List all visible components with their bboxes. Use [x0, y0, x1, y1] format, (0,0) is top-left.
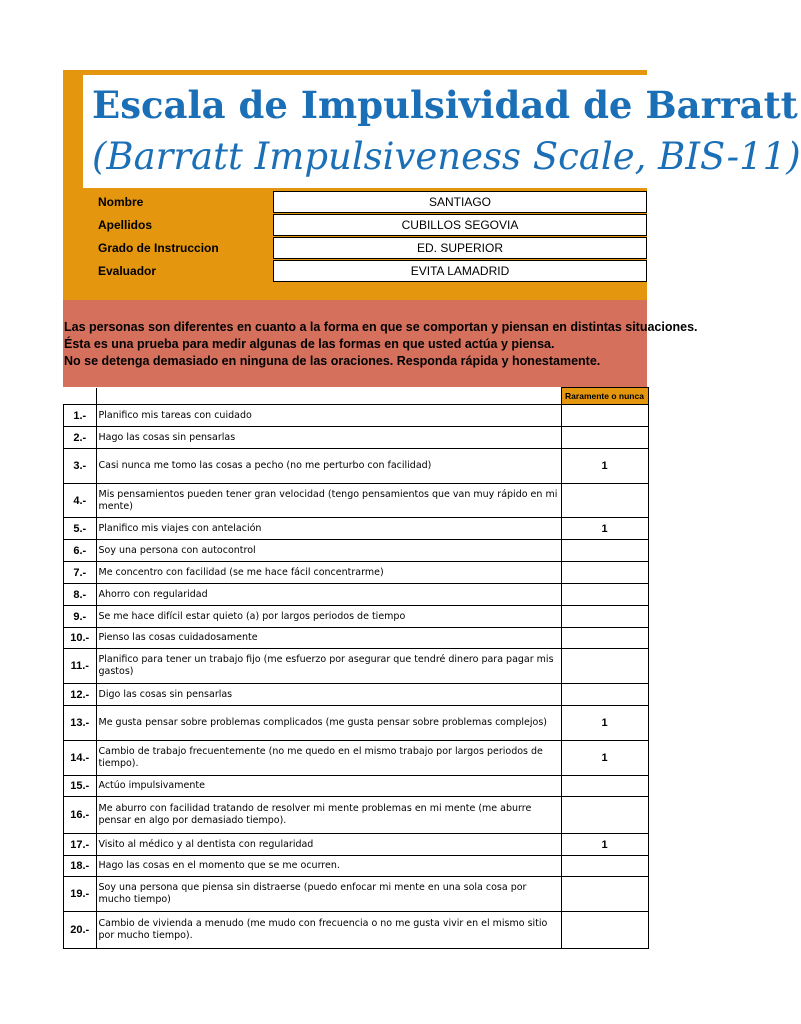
table-row: [64, 877, 649, 912]
header-blank-cell: [64, 388, 97, 405]
question-text: Digo las cosas sin pensarlas: [96, 684, 561, 706]
question-number: 18.-: [64, 856, 97, 877]
title-line-2: (Barratt Impulsiveness Scale, BIS-11): [92, 135, 801, 178]
question-text: Planifico mis tareas con cuidado: [96, 405, 561, 427]
title-box: [83, 75, 801, 188]
info-value-grado[interactable]: ED. SUPERIOR: [273, 237, 647, 259]
question-text: Me concentro con facilidad (se me hace fácil concentrarme): [96, 562, 561, 584]
question-number: 20.-: [64, 912, 97, 949]
question-number: 16.-: [64, 797, 97, 834]
question-number: 4.-: [64, 484, 97, 518]
question-text: Casi nunca me tomo las cosas a pecho (no me perturbo con facilidad): [96, 449, 561, 484]
question-number: 13.-: [64, 706, 97, 741]
question-text: Mis pensamientos pueden tener gran velocidad (tengo pensamientos que van muy rápido en mi mente): [96, 484, 561, 518]
question-number: 12.-: [64, 684, 97, 706]
instructions: [64, 319, 704, 370]
info-label-evaluador: Evaluador: [98, 264, 157, 278]
question-number: 17.-: [64, 834, 97, 856]
table-row: [64, 584, 649, 606]
answer-cell[interactable]: [561, 427, 648, 449]
question-text: Soy una persona que piensa sin distraerse (puedo enfocar mi mente en una sola cosa por mucho tiempo): [96, 877, 561, 912]
answer-cell[interactable]: [561, 649, 648, 684]
info-value-evaluador[interactable]: EVITA LAMADRID: [273, 260, 647, 282]
question-number: 9.-: [64, 606, 97, 628]
answer-cell[interactable]: [561, 797, 648, 834]
question-number: 10.-: [64, 628, 97, 649]
table-row: [64, 684, 649, 706]
table-row: [64, 912, 649, 949]
question-text: Ahorro con regularidad: [96, 584, 561, 606]
info-label-grado: Grado de Instruccion: [98, 241, 219, 255]
question-text: Planifico para tener un trabajo fijo (me esfuerzo por asegurar que tendré dinero para pagar mis gastos): [96, 649, 561, 684]
header-band: [63, 70, 801, 300]
answer-cell[interactable]: 1: [561, 518, 648, 540]
answer-cell[interactable]: [561, 405, 648, 427]
question-text: Cambio de trabajo frecuentemente (no me quedo en el mismo trabajo por largos periodos de tiempo).: [96, 741, 561, 776]
question-text: Actúo impulsivamente: [96, 776, 561, 797]
table-row: [64, 797, 649, 834]
answer-cell[interactable]: 1: [561, 706, 648, 741]
question-number: 6.-: [64, 540, 97, 562]
answer-cell[interactable]: [561, 684, 648, 706]
info-label-apellidos: Apellidos: [98, 218, 153, 232]
question-number: 19.-: [64, 877, 97, 912]
header-blank-cell: [96, 388, 561, 405]
instruction-line: Ésta es una prueba para medir algunas de las formas en que usted actúa y piensa.: [64, 337, 555, 351]
column-header-raramente: Raramente o nunca: [561, 388, 648, 405]
question-number: 1.-: [64, 405, 97, 427]
table-header-row: [64, 388, 649, 405]
answer-cell[interactable]: [561, 877, 648, 912]
table-row: [64, 540, 649, 562]
answer-cell[interactable]: 1: [561, 834, 648, 856]
table-row: [64, 606, 649, 628]
table-row: [64, 518, 649, 540]
question-text: Soy una persona con autocontrol: [96, 540, 561, 562]
answer-cell[interactable]: 1: [561, 741, 648, 776]
answer-cell[interactable]: [561, 584, 648, 606]
question-text: Me aburro con facilidad tratando de resolver mi mente problemas en mi mente (me aburre pensar en algo por demasiado tiempo).: [96, 797, 561, 834]
question-number: 14.-: [64, 741, 97, 776]
question-number: 8.-: [64, 584, 97, 606]
answer-cell[interactable]: 1: [561, 449, 648, 484]
questions-table: [63, 387, 649, 949]
instruction-line: Las personas son diferentes en cuanto a la forma en que se comportan y piensan en distintas situaciones.: [64, 320, 698, 334]
instruction-line: No se detenga demasiado en ninguna de las oraciones. Responda rápida y honestamente.: [64, 354, 601, 368]
table-row: [64, 649, 649, 684]
table-row: [64, 741, 649, 776]
title-line-1: Escala de Impulsividad de Barratt: [92, 83, 798, 127]
question-text: Hago las cosas en el momento que se me ocurren.: [96, 856, 561, 877]
question-text: Se me hace difícil estar quieto (a) por largos periodos de tiempo: [96, 606, 561, 628]
table-row: [64, 776, 649, 797]
table-row: [64, 427, 649, 449]
question-text: Hago las cosas sin pensarlas: [96, 427, 561, 449]
answer-cell[interactable]: [561, 912, 648, 949]
question-text: Visito al médico y al dentista con regularidad: [96, 834, 561, 856]
question-text: Pienso las cosas cuidadosamente: [96, 628, 561, 649]
question-number: 11.-: [64, 649, 97, 684]
table-row: [64, 562, 649, 584]
question-text: Me gusta pensar sobre problemas complicados (me gusta pensar sobre problemas complejos): [96, 706, 561, 741]
table-row: [64, 706, 649, 741]
table-row: [64, 484, 649, 518]
question-number: 2.-: [64, 427, 97, 449]
question-text: Planifico mis viajes con antelación: [96, 518, 561, 540]
table-row: [64, 834, 649, 856]
answer-cell[interactable]: [561, 776, 648, 797]
question-number: 15.-: [64, 776, 97, 797]
questions-table-wrap: [63, 387, 647, 949]
answer-cell[interactable]: [561, 562, 648, 584]
answer-cell[interactable]: [561, 484, 648, 518]
question-number: 3.-: [64, 449, 97, 484]
info-value-apellidos[interactable]: CUBILLOS SEGOVIA: [273, 214, 647, 236]
table-row: [64, 628, 649, 649]
table-row: [64, 405, 649, 427]
answer-cell[interactable]: [561, 606, 648, 628]
question-text: Cambio de vivienda a menudo (me mudo con frecuencia o no me gusta vivir en el mismo sitio por mucho tiempo).: [96, 912, 561, 949]
answer-cell[interactable]: [561, 628, 648, 649]
table-row: [64, 856, 649, 877]
answer-cell[interactable]: [561, 540, 648, 562]
info-label-nombre: Nombre: [98, 195, 144, 209]
question-number: 7.-: [64, 562, 97, 584]
spreadsheet-sheet: [63, 70, 801, 1000]
instructions-band: [63, 300, 698, 387]
info-value-nombre[interactable]: SANTIAGO: [273, 191, 647, 213]
table-row: [64, 449, 649, 484]
question-number: 5.-: [64, 518, 97, 540]
answer-cell[interactable]: [561, 856, 648, 877]
